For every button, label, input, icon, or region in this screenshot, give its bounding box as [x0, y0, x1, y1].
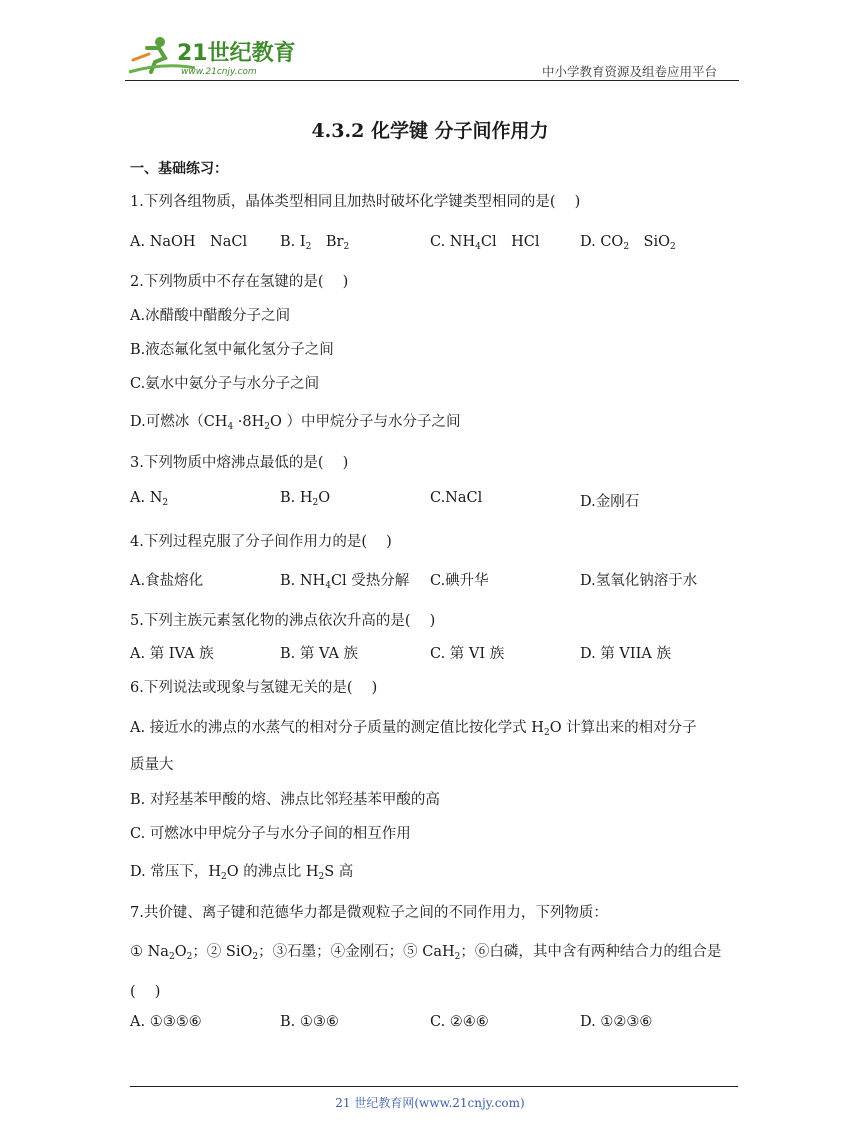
question-6-option-c: C. 可燃冰中甲烷分子与水分子间的相互作用 [130, 826, 411, 842]
question-4-stem: 4.下列过程克服了分子间作用力的是( ) [130, 534, 392, 550]
question-6-option-a-line2: 质量大 [130, 757, 174, 773]
question-1-option-c: C. $NH_4Cl$ HCl [430, 234, 540, 252]
question-5-option-a: A. 第 IVA 族 [130, 646, 214, 662]
site-logo [125, 32, 295, 80]
question-5-option-d: D. 第 VIIA 族 [580, 646, 671, 662]
question-5-option-b: B. 第 VA 族 [280, 646, 359, 662]
question-2-option-d: D.可燃冰（$CH_4 \cdot 8H_2O$ ）中甲烷分子与水分子之间 [130, 414, 461, 432]
svg-text:21世纪教育: 21世纪教育 [177, 41, 295, 66]
question-7-stem-line2: ① $Na_2O_2$；② SiO$_2$；③石墨；④金刚石；⑤ CaH$_2$；⑥白磷，其中含有两种结合力的组合是 [130, 944, 722, 962]
question-7-option-c: C. ②④⑥ [430, 1014, 489, 1030]
footer-text: 21 世纪教育网(www.21cnjy.com) [335, 1096, 525, 1110]
header-divider [125, 80, 739, 81]
question-3-option-a: A. $N_2$ [130, 490, 169, 508]
question-3-option-d: D.金刚石 [580, 494, 640, 510]
question-1-option-a: A. NaOH NaCl [130, 234, 248, 250]
question-2-stem: 2.下列物质中不存在氢键的是( ) [130, 274, 349, 290]
svg-text:www.21cnjy.com: www.21cnjy.com [181, 67, 257, 77]
question-1-option-b: B. $I_2$ $Br_2$ [280, 234, 350, 252]
question-6-option-d: D. 常压下，$H_2O$ 的沸点比 $H_2S$ 高 [130, 864, 354, 882]
question-3-option-c: C.NaCl [430, 490, 483, 506]
question-5-stem: 5.下列主族元素氢化物的沸点依次升高的是( ) [130, 613, 436, 629]
question-4-option-d: D.氢氧化钠溶于水 [580, 573, 698, 589]
question-7-option-a: A. ①③⑤⑥ [130, 1014, 202, 1030]
question-2-option-a: A.冰醋酸中醋酸分子之间 [130, 308, 291, 324]
question-4-option-b: B. $NH_4Cl$ 受热分解 [280, 573, 410, 591]
question-1-stem: 1.下列各组物质，晶体类型相同且加热时破坏化学键类型相同的是( ) [130, 194, 581, 210]
footer-divider [130, 1086, 738, 1087]
question-7-option-b: B. ①③⑥ [280, 1014, 339, 1030]
section-heading: 一、基础练习： [130, 161, 228, 177]
question-5-option-c: C. 第 VI 族 [430, 646, 505, 662]
question-3-option-b: B. $H_2O$ [280, 490, 331, 508]
question-6-option-a: A. 接近水的沸点的水蒸气的相对分子质量的测定值比按化学式 $H_2O$ 计算出来的相对分子 [130, 720, 697, 738]
question-6-option-b: B. 对羟基苯甲酸的熔、沸点比邻羟基苯甲酸的高 [130, 792, 440, 808]
question-1-option-d: D. $CO_2$ SiO$_2$ [580, 234, 676, 252]
question-4-option-c: C.碘升华 [430, 573, 489, 589]
header-platform-text: 中小学教育资源及组卷应用平台 [542, 64, 718, 79]
question-6-stem: 6.下列说法或现象与氢键无关的是( ) [130, 680, 378, 696]
page-title: 4.3.2 化学键 分子间作用力 [311, 120, 549, 142]
question-2-option-b: B.液态氟化氢中氟化氢分子之间 [130, 342, 334, 358]
question-7-stem-line3: ( ) [130, 984, 161, 1000]
question-7-stem: 7.共价键、离子键和范德华力都是微观粒子之间的不同作用力，下列物质： [130, 905, 608, 921]
question-2-option-c: C.氨水中氨分子与水分子之间 [130, 376, 320, 392]
question-4-option-a: A.食盐熔化 [130, 573, 204, 589]
question-7-option-d: D. ①②③⑥ [580, 1014, 653, 1030]
question-3-stem: 3.下列物质中熔沸点最低的是( ) [130, 455, 349, 471]
